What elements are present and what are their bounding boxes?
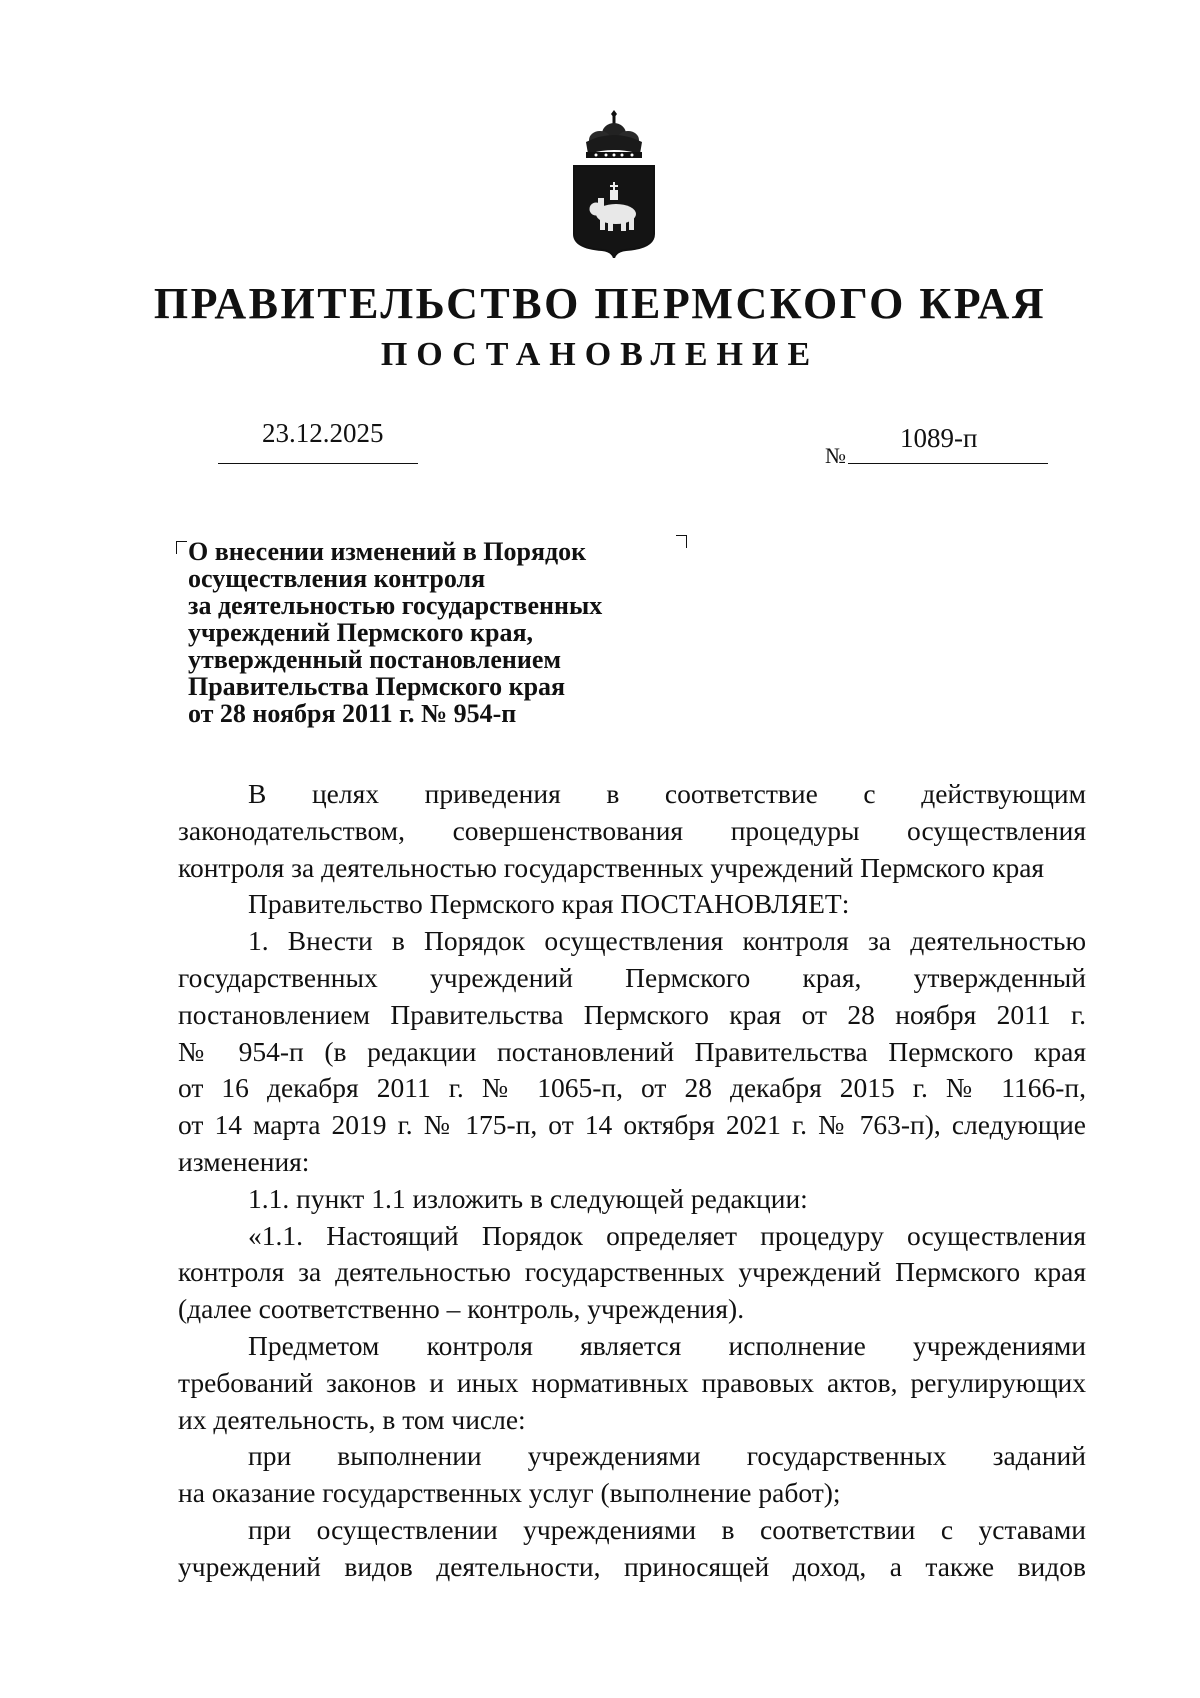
crown-icon <box>586 110 642 158</box>
document-date: 23.12.2025 <box>262 418 384 448</box>
body-line: их деятельность, в том числе: <box>178 1403 526 1435</box>
organization-title: ПРАВИТЕЛЬСТВО ПЕРМСКОГО КРАЯ <box>153 279 1047 328</box>
body-line: от 16 декабря 2011 г. № 1065-п, от 28 декабря 2015 г. № 1166-п, <box>178 1072 1086 1104</box>
body-line: Правительство Пермского края ПОСТАНОВЛЯЕТ: <box>248 888 850 920</box>
body-line: контроля за деятельностью государственных учреждений Пермского края <box>178 1256 1086 1288</box>
subject-corner-left <box>176 541 187 554</box>
body-line: 1.1. пункт 1.1 изложить в следующей редакции: <box>248 1182 808 1214</box>
number-sign: № <box>825 443 846 468</box>
subject-line: за деятельностью государственных <box>188 591 603 620</box>
body-line: (далее соответственно – контроль, учреждения). <box>178 1293 745 1325</box>
coat-of-arms-emblem <box>566 108 662 258</box>
subject-line: осуществления контроля <box>188 564 486 593</box>
body-line: учреждений видов деятельности, приносящей доход, а также видов <box>178 1550 1086 1582</box>
number-underline <box>848 463 1048 464</box>
body-line: государственных учреждений Пермского края, утвержденный <box>178 961 1086 993</box>
document-body <box>178 776 1086 1586</box>
document-type-title: ПОСТАНОВЛЕНИЕ <box>380 336 820 373</box>
body-line: при выполнении учреждениями государственных заданий <box>248 1440 1086 1472</box>
body-line: постановлением Правительства Пермского края от 28 ноября 2011 г. <box>178 998 1086 1030</box>
body-line: контроля за деятельностью государственных учреждений Пермского края <box>178 851 1045 883</box>
body-line: изменения: <box>178 1145 310 1177</box>
body-line: «1.1. Настоящий Порядок определяет процедуру осуществления <box>248 1219 1086 1251</box>
body-line: требований законов и иных нормативных правовых актов, регулирующих <box>178 1366 1086 1398</box>
subject-line: учреждений Пермского края, <box>188 618 534 647</box>
body-line: Предметом контроля является исполнение учреждениями <box>248 1329 1086 1361</box>
body-line: 1. Внести в Порядок осуществления контроля за деятельностью <box>248 925 1086 957</box>
subject-line: от 28 ноября 2011 г. № 954-п <box>188 699 517 728</box>
document-number: 1089-п <box>900 423 978 453</box>
body-line: законодательством, совершенствования процедуры осуществления <box>178 814 1086 846</box>
body-line: на оказание государственных услуг (выполнение работ); <box>178 1477 841 1509</box>
document-subject <box>188 538 708 727</box>
body-line: В целях приведения в соответствие с действующим <box>248 778 1086 809</box>
body-line: № 954-п (в редакции постановлений Правительства Пермского края <box>178 1035 1086 1067</box>
date-underline <box>218 463 418 464</box>
subject-line: утвержденный постановлением <box>188 645 562 674</box>
body-line: при осуществлении учреждениями в соответствии с уставами <box>248 1513 1086 1545</box>
subject-line: О внесении изменений в Порядок <box>188 537 587 566</box>
body-line: от 14 марта 2019 г. № 175-п, от 14 октября 2021 г. № 763-п), следующие <box>178 1109 1086 1141</box>
subject-line: Правительства Пермского края <box>188 672 566 701</box>
